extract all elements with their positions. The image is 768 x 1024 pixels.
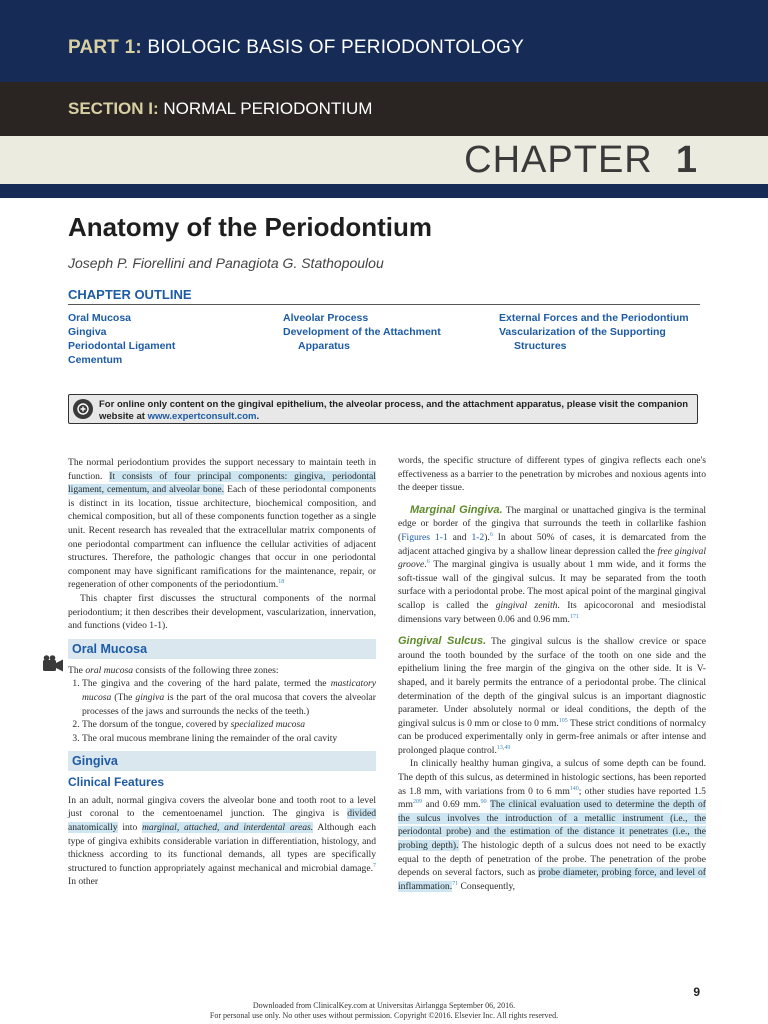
clinical-features-heading: Clinical Features (68, 775, 165, 790)
text: Although each type of gingiva exhibits considerable variation in differentiation, histology, and thickness according to its functional demands, all types are specifically structured to function appropriately against mechanical and microbial damage. (68, 822, 376, 874)
list-item: 3. The oral mucous membrane lining the remainder of the oral cavity (82, 732, 376, 746)
part-heading (68, 37, 524, 59)
highlighted-text: The clinical evaluation used to determine the depth of the sulcus involves the introduction of a metallic instrument (i.e., the periodontal probe) and the estimation of the distance it penetrates (i.e., the probing depth). (398, 799, 706, 852)
text: is the part of the oral mucosa that covers the alveolar processes of the jaws and surrounds the necks of the teeth.) (82, 691, 376, 717)
paragraph (398, 757, 706, 893)
text: . (424, 559, 427, 571)
note-end: . (256, 411, 260, 422)
text: In other (68, 876, 99, 888)
text: into (117, 822, 142, 834)
paragraph (68, 456, 376, 592)
text: ). (484, 531, 490, 543)
gingiva-heading: Gingiva (68, 751, 376, 771)
text: The marginal or unattached gingiva is the terminal edge or border of the gingiva that surrounds the teeth in collarlike fashion ( (398, 504, 707, 543)
text: Each of these periodontal components is distinct in its location, tissue architecture, biochemical composition, and chemical composition, but all of these components function together as a single unit. Recent research has revealed that the extracellular matrix components of one periodontal compartment can influence the cellular activities of adjacent structures. Therefore, the pathologic changes that occur in one periodontal component may have significant ramifications for the maintenance, repair, or regeneration of other components of the periodontium. (68, 484, 376, 591)
figure-link[interactable]: Figures 1-1 (401, 531, 448, 543)
section-title: NORMAL PERIODONTIUM (163, 99, 373, 118)
chapter-label (464, 139, 698, 182)
reference[interactable]: 18 (278, 579, 285, 586)
text: (The (111, 691, 136, 703)
reference[interactable]: 6 (489, 531, 493, 538)
outline-item[interactable]: Gingiva (68, 326, 107, 338)
chapter-title: Anatomy of the Periodontium (68, 212, 432, 242)
text: The gingival sulcus is the shallow crevice or space around the tooth bounded by the surface of the tooth on one side and the epithelium lining the free margin of the gingiva on the other side. It is V-shaped, and it barely permits the entrance of a periodontal probe. The clinical determination of the depth of the gingival sulcus is an important diagnostic parameter. Under absolutely normal or ideal conditions, the depth of the gingival sulcus is 0 mm or close to 0 mm. (398, 636, 706, 729)
text: consists of the following three zones: (133, 664, 279, 676)
highlighted-text: divided anatomically (68, 808, 376, 834)
text: Consequently, (458, 880, 516, 892)
outline-item[interactable]: External Forces and the Periodontium (499, 312, 689, 324)
reference[interactable]: 7 (373, 862, 376, 869)
left-column (68, 456, 376, 889)
outline-item[interactable]: Oral Mucosa (68, 312, 132, 324)
note-body: For online only content on the gingival epithelium, the alveolar process, and the attachment apparatus, please visit the companion website at (99, 399, 689, 422)
chapter-word: CHAPTER (464, 139, 653, 181)
outline-item[interactable]: Development of the Attachment Apparatus (283, 326, 441, 352)
online-content-icon (73, 399, 93, 419)
oral-mucosa-heading: Oral Mucosa (68, 639, 376, 659)
highlighted-text: It consists of four principal components: gingiva, periodontal ligament, cementum, and alveolar bone. (68, 470, 376, 496)
paragraph (68, 794, 376, 889)
video-camera-icon[interactable] (42, 654, 64, 676)
outline-item[interactable]: Vascularization of the Supporting Structures (499, 326, 666, 352)
chapter-number: 1 (675, 139, 698, 181)
text: ; other studies have reported 1.5 mm (398, 785, 706, 811)
highlighted-text: marginal, attached, and interdental areas. (142, 822, 314, 834)
outline-item[interactable]: Alveolar Process (283, 312, 369, 324)
reference[interactable]: 6 (426, 558, 430, 565)
reference[interactable]: 140 (569, 785, 579, 792)
part-title: BIOLOGIC BASIS OF PERIODONTOLOGY (147, 37, 525, 58)
text: In clinically healthy human gingiva, a sulcus of some depth can be found. The depth of this sulcus, as determined in histologic sections, has been reported as 1.8 mm, with variations from 0 to 6 mm (398, 758, 706, 797)
text: The (68, 664, 86, 676)
footer-line-2: For personal use only. No other uses without permission. Copyright ©2016. Elsevier Inc. All rights reserved. (209, 1011, 559, 1020)
text: In about 50% of cases, it is demarcated from the adjacent attached gingiva by a shallow linear depression called the (398, 531, 706, 557)
outline-column-3 (499, 311, 709, 353)
note-text (99, 399, 689, 423)
reference[interactable]: 209 (412, 799, 422, 806)
text: The dorsum of the tongue, covered by (82, 719, 231, 731)
zones-list (68, 677, 376, 745)
text: gingival zenith (495, 599, 558, 611)
outline-item[interactable]: Cementum (68, 354, 123, 366)
reference[interactable]: 171 (569, 613, 579, 620)
outline-column-1 (68, 311, 278, 367)
text: masticatory mucosa (82, 678, 376, 703)
reference[interactable]: 105 (558, 717, 568, 724)
paragraph (68, 664, 376, 678)
section-banner (0, 82, 768, 136)
page-number: 9 (693, 985, 700, 999)
section-prefix: SECTION I: (68, 99, 159, 118)
authors: Joseph P. Fiorellini and Panagiota G. Stathopoulou (68, 255, 384, 271)
part-prefix: PART 1: (68, 37, 142, 58)
reference[interactable]: 71 (452, 880, 459, 887)
text: gingiva (135, 691, 165, 703)
text: and (447, 531, 472, 543)
outline-item[interactable]: Periodontal Ligament (68, 340, 176, 352)
text: The marginal gingiva is usually about 1 mm wide, and it forms the soft-tissue wall of the gingival sulcus. It may be separated from the tooth surface with a periodontal probe. The most apical point of the marginal gingival scallop is called the (398, 559, 706, 611)
text: and 0.69 mm. (421, 799, 481, 811)
reference[interactable]: 90 (480, 799, 487, 806)
text: oral mucosa (85, 664, 134, 676)
paragraph: This chapter first discusses the structural components of the normal periodontium; it then describes their development, vascularization, innervation, and functions (video 1-1). (68, 592, 376, 632)
figure-link[interactable]: 1-2 (471, 531, 485, 543)
outline-column-2 (283, 311, 493, 353)
list-item (82, 718, 376, 732)
marginal-gingiva-heading: Marginal Gingiva. (410, 503, 503, 516)
paragraph (398, 635, 706, 757)
gingival-sulcus-heading: Gingival Sulcus. (398, 635, 487, 648)
outline-rule (68, 304, 700, 305)
text: In an adult, normal gingiva covers the alveolar bone and tooth root to a level just coronal to the cementoenamel junction. The gingiva is (68, 794, 376, 820)
footer-line-1: Downloaded from ClinicalKey.com at Universitas Airlangga September 06, 2016. (252, 1001, 516, 1010)
text: The gingiva and the covering of the hard palate, termed the (82, 678, 331, 690)
text: The histologic depth of a sulcus does not need to be exactly equal to the depth of penetration of the probe. The penetration of the probe depends on several factors, such as (398, 840, 706, 879)
section-heading (68, 99, 372, 119)
reference[interactable]: 13,49 (496, 744, 511, 751)
text: . Its apicocoronal and mesiodistal dimensions vary between 0.06 and 0.96 mm. (398, 599, 706, 625)
text: These strict conditions of normalcy can be produced experimentally only in germ-free animals or after intense and prolonged plaque control. (398, 717, 707, 756)
text: specialized mucosa (230, 719, 306, 731)
online-content-note (68, 394, 698, 424)
outline-heading: CHAPTER OUTLINE (68, 287, 192, 302)
text: The normal periodontium provides the support necessary to maintain teeth in function. (68, 457, 376, 482)
part-banner (0, 0, 768, 82)
list-item (82, 677, 376, 718)
paragraph: words, the specific structure of different types of gingiva reflects each one's effectiveness as a barrier to the penetration by microbes and noxious agents into the deeper tissue. (398, 455, 706, 494)
paragraph (398, 504, 706, 626)
chapter-banner (0, 136, 768, 184)
highlighted-text: probe diameter, probing force, and level of inflammation. (398, 867, 706, 892)
text: free gingival groove (398, 545, 706, 571)
divider-band (0, 184, 768, 198)
companion-website-link[interactable]: www.expertconsult.com (147, 411, 257, 422)
right-column (398, 454, 706, 893)
